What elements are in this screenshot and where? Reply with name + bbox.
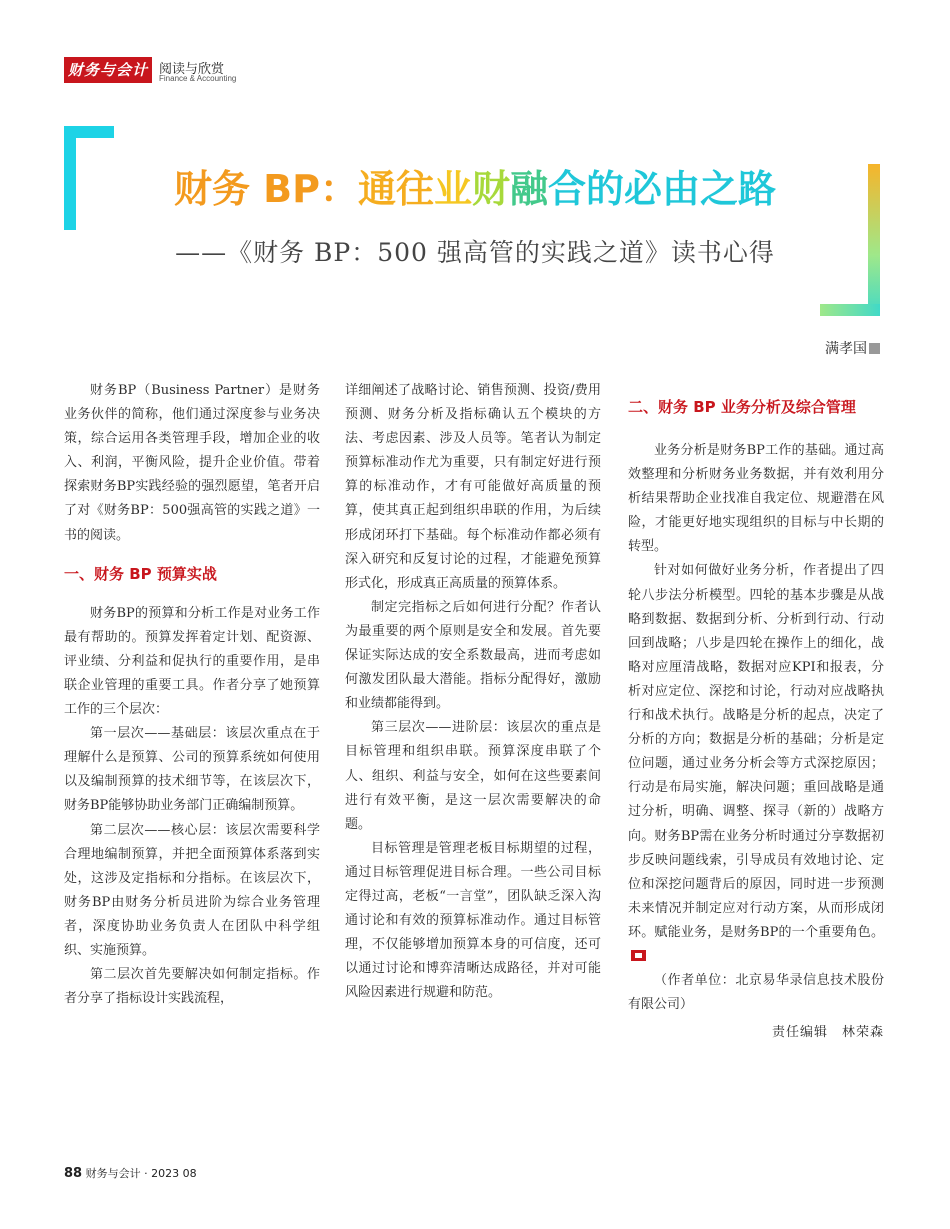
author-affiliation: （作者单位：北京易华录信息技术股份有限公司） (628, 973, 884, 1013)
frame-bottom-right-bar (820, 304, 880, 316)
section-title: 阅读与欣赏 (159, 62, 225, 77)
article-subtitle: ——《财务 BP：500 强高管的实践之道》读书心得 (175, 238, 775, 267)
article-title (0, 165, 950, 213)
paragraph: 第二层次——核心层：该层次需要科学合理地编制预算，并把全面预算体系落到实处，这涉及定指标和分指标。在该层次下，财务BP由财务分析员进阶为综合业务管理者，深度协助业务负责人在团队中科学组织、实施预算。 (64, 822, 320, 958)
paragraph (628, 559, 884, 969)
title-part-2: 通往 (357, 167, 434, 211)
section-subtitle: Finance & Accounting (159, 74, 237, 83)
responsible-editor: 责任编辑 林荣森 (771, 1025, 884, 1041)
paragraph: 制定完指标之后如何进行分配？作者认为最重要的两个原则是安全和发展。首先要保证实际达成的安全系数最高，进而考虑如何激发团队最大潜能。指标分配得好，激励和业绩都能得到。 (345, 599, 601, 712)
column-3 (628, 379, 884, 1045)
paragraph: 第三层次——进阶层：该层次的重点是目标管理和组织串联。预算深度串联了个人、组织、利益与安全，如何在这些要素间进行有效平衡，是这一层次需要解决的命题。 (345, 720, 601, 832)
paragraph: 目标管理是管理老板目标期望的过程，通过目标管理促进目标合理。一些公司目标定得过高，老板“一言堂”，团队缺乏深入沟通讨论和有效的预算标准动作。通过目标管理，不仅能够增加预算本身的可信度，还可以通过讨论和博弈清晰达成路径，并对可能风险因素进行规避和防范。 (345, 840, 601, 1001)
author-name: 满孝国 (825, 341, 867, 357)
paragraph: 业务分析是财务BP工作的基础。通过高效整理和分析财务业务数据，并有效利用分析结果帮助企业找准自我定位、规避潜在风险，才能更好地实现组织的目标与中长期的转型。 (628, 443, 884, 555)
paragraph: 第一层次——基础层：该层次重点在于理解什么是预算、公司的预算系统如何使用以及编制预算的技术细节等，在该层次下，财务BP能够协助业务部门正确编制预算。 (64, 726, 320, 814)
intro-paragraph: 财务BP（Business Partner）是财务业务伙伴的简称，他们通过深度参与业务决策，综合运用各类管理手段，增加企业的收入、利润，平衡风险，提升企业价值。带着探索财务BP实践经验的强烈愿望，笔者开启了对《财务BP：500强高管的实践之道》一书的阅读。 (64, 383, 320, 543)
section-heading-2: 二、财务 BP 业务分析及综合管理 (628, 398, 856, 416)
title-part-6: 合的必由之路 (548, 167, 777, 211)
author-marker-icon (869, 343, 880, 354)
title-part-4: 财 (472, 167, 511, 211)
page-number: 88 (64, 1166, 83, 1181)
journal-issue: 财务与会计 · 2023 08 (85, 1167, 197, 1180)
paragraph: 第二层次首先要解决如何制定指标。作者分享了指标设计实践流程， (64, 967, 320, 1007)
title-part-3: 业 (434, 167, 473, 211)
column-2 (345, 379, 601, 1005)
paragraph: 详细阐述了战略讨论、销售预测、投资/费用预测、财务分析及指标确认五个模块的方法、考虑因素、涉及人员等。笔者认为制定预算标准动作尤为重要，只有制定好进行预算的标准动作，才有可能做好高质量的预算，使其真正起到组织串联的作用，为后续形成闭环打下基础。每个标准动作都必须有深入研究和反复讨论的过程，才能避免预算形式化，形成真正高质量的预算体系。 (345, 383, 601, 591)
journal-logo: 财务与会计 (64, 57, 152, 83)
title-part-1: 财务 BP： (173, 167, 358, 211)
author-byline (825, 338, 880, 358)
column-1 (64, 379, 320, 1011)
paragraph: 财务BP的预算和分析工作是对业务工作最有帮助的。预算发挥着定计划、配资源、评业绩、分利益和促执行的重要作用，是串联企业管理的重要工具。作者分享了她预算工作的三个层次： (64, 605, 320, 718)
paragraph-text: 针对如何做好业务分析，作者提出了四轮八步法分析模型。四轮的基本步骤是从战略到数据、数据到分析、分析到行动、行动回到战略；八步是四轮在操作上的细化，战略对应厘清战略，数据对应KPI和报表，分析对应定位、深挖和讨论，行动对应战略执行和战术执行。战略是分析的起点，决定了分析的方向；数据是分析的基础；分析是定位问题，通过业务分析会等方式深挖原因；行动是布局实施，解决问题；重回战略是通过分析，明确、调整、探寻（新的）战略方向。财务BP需在业务分析时通过分享数据初步反映问题线索，引导成员有效地讨论、定位和深挖问题背后的原因，同时进一步预测未来情况并制定应对行动方案，从而形成闭环。赋能业务，是财务BP的一个重要角色。 (628, 563, 884, 940)
title-part-5: 融 (510, 167, 549, 211)
end-of-article-icon (631, 950, 646, 961)
section-heading-1: 一、财务 BP 预算实战 (64, 564, 217, 583)
page-footer (64, 1165, 197, 1181)
